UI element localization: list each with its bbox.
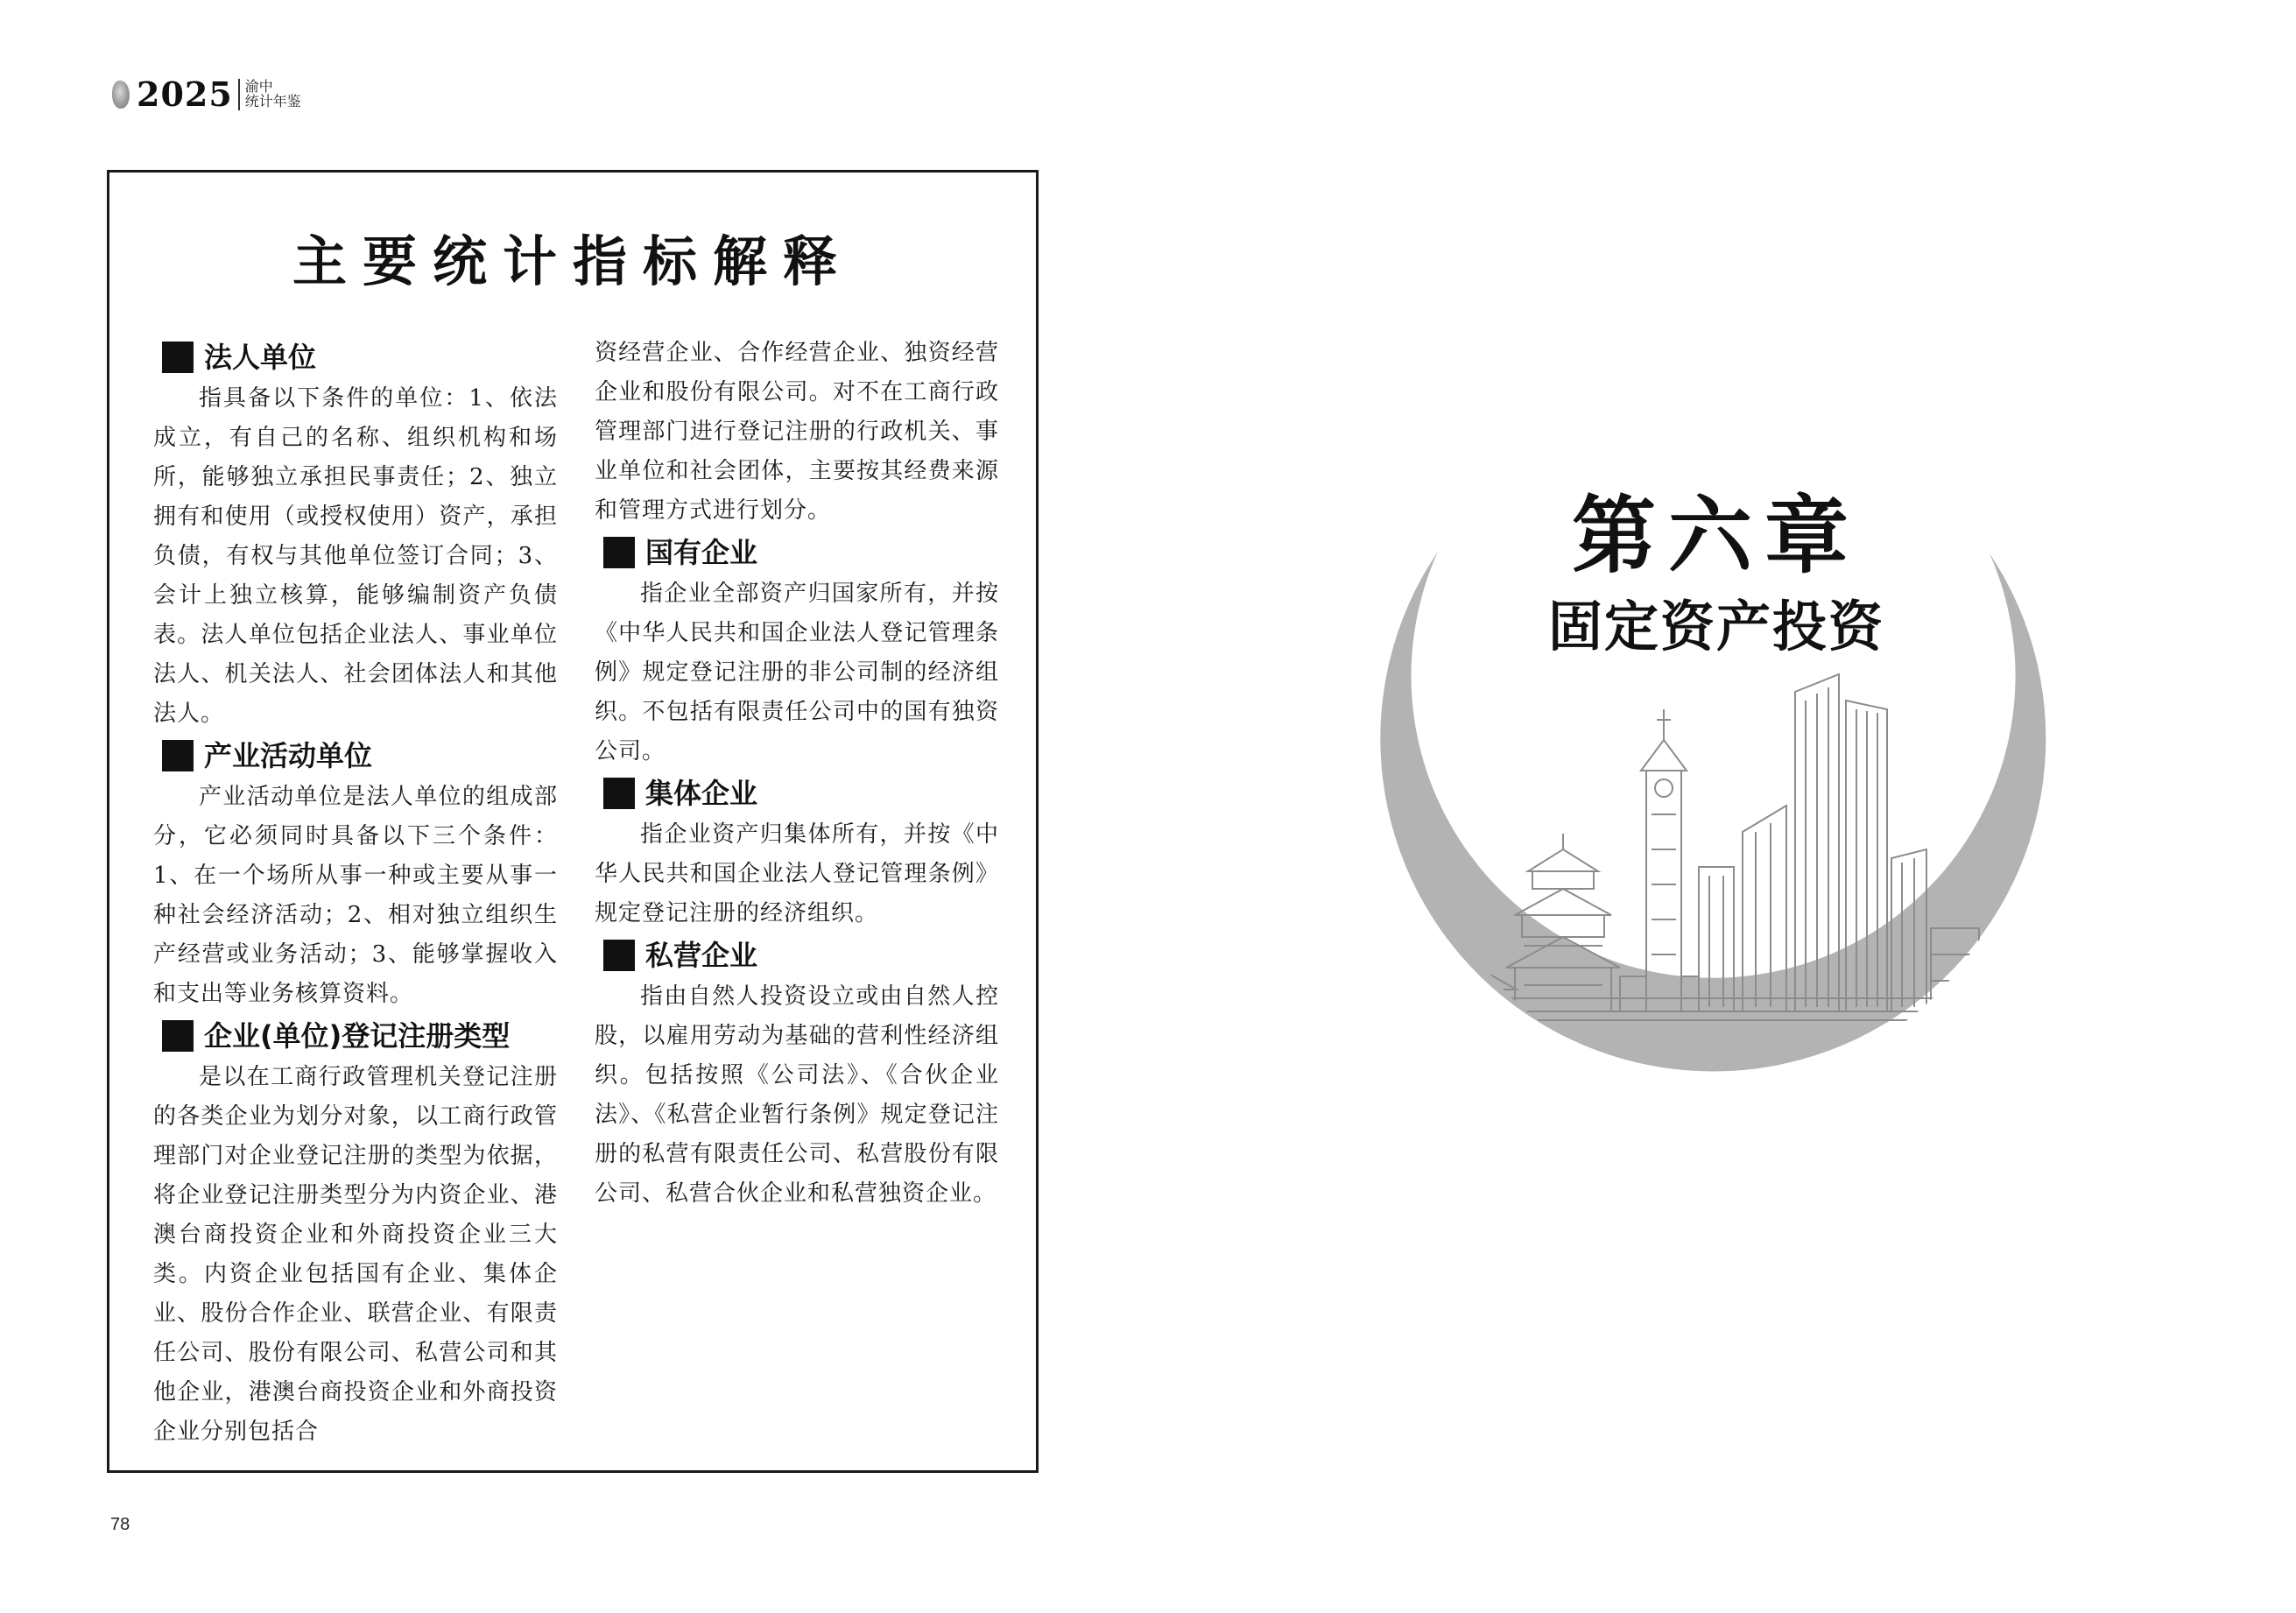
ornament-icon — [112, 81, 130, 109]
chapter-label: 第六章 — [1572, 486, 1861, 585]
running-header — [112, 74, 301, 116]
section-heading — [162, 734, 558, 778]
chapter-title: 固定资产投资 — [1547, 595, 1884, 659]
section-heading — [162, 1014, 558, 1058]
yearbook-title-line1: 渝中 — [244, 78, 273, 95]
section-heading-text: 国有企业 — [645, 536, 758, 569]
page-number: 78 — [110, 1515, 130, 1534]
section-heading-text: 产业活动单位 — [204, 739, 373, 772]
black-square-icon — [603, 940, 635, 971]
black-square-icon — [162, 740, 194, 771]
black-square-icon — [603, 778, 635, 809]
black-square-icon — [603, 537, 635, 568]
section-heading-text: 企业(单位)登记注册类型 — [204, 1019, 511, 1053]
continued-paragraph: 资经营企业、合作经营企业、独资经营企业和股份有限公司。对不在工商行政管理部门进行登记注册的行政机关、事业单位和社会团体，主要按其经费来源和管理方式进行划分。 — [595, 340, 999, 524]
city-skyline — [1462, 674, 1979, 1020]
definition-paragraph: 是以在工商行政管理机关登记注册的各类企业为划分对象，以工商行政管理部门对企业登记注册的类型为依据，将企业登记注册类型分为内资企业、港澳台商投资企业和外商投资企业三大类。内资企业包括国有企业、集体企业、股份合作企业、联营企业、有限责任公司、股份有限公司、私营公司和其他企业，港澳台商投资企业和外商投资企业分别包括合 — [153, 1064, 558, 1445]
section-heading-text: 集体企业 — [645, 777, 758, 810]
left-column — [153, 335, 558, 1452]
yearbook-year: 2025 — [137, 74, 233, 114]
section-heading — [603, 531, 999, 574]
yearbook-title-line2: 统计年鉴 — [244, 93, 301, 109]
section-heading-text: 法人单位 — [204, 341, 317, 374]
section-heading — [603, 933, 999, 977]
section-heading-text: 私营企业 — [645, 939, 758, 972]
black-square-icon — [162, 1020, 194, 1052]
definition-paragraph: 指企业全部资产归国家所有，并按《中华人民共和国企业法人登记管理条例》规定登记注册的非公司制的经济组织。不包括有限责任公司中的国有独资公司。 — [595, 581, 999, 764]
yearbook-title — [245, 80, 301, 109]
definition-paragraph: 产业活动单位是法人单位的组成部分，它必须同时具备以下三个条件：1、在一个场所从事一种或主要从事一种社会经济活动；2、相对独立组织生产经营或业务活动；3、能够掌握收入和支出等业务核算资料。 — [153, 784, 558, 1007]
box-title: 主要统计指标解释 — [292, 229, 853, 293]
chapter-art — [1366, 438, 2067, 1103]
black-square-icon — [162, 342, 194, 373]
definition-paragraph: 指具备以下条件的单位：1、依法成立，有自己的名称、组织机构和场所，能够独立承担民事责任；2、独立拥有和使用（或授权使用）资产，承担负债，有权与其他单位签订合同；3、会计上独立核算，能够编制资产负债表。法人单位包括企业法人、事业单位法人、机关法人、社会团体法人和其他法人。 — [153, 385, 558, 727]
right-column — [595, 334, 999, 1214]
definition-paragraph: 指由自然人投资设立或由自然人控股，以雇用劳动为基础的营利性经济组织。包括按照《公司法》、《合伙企业法》、《私营企业暂行条例》规定登记注册的私营有限责任公司、私营股份有限公司、私营合伙企业和私营独资企业。 — [595, 983, 999, 1207]
header-divider — [238, 79, 240, 110]
section-heading — [603, 771, 999, 815]
definitions-box — [107, 170, 1039, 1473]
definition-paragraph: 指企业资产归集体所有，并按《中华人民共和国企业法人登记管理条例》规定登记注册的经济组织。 — [595, 821, 999, 926]
section-heading — [162, 335, 558, 379]
